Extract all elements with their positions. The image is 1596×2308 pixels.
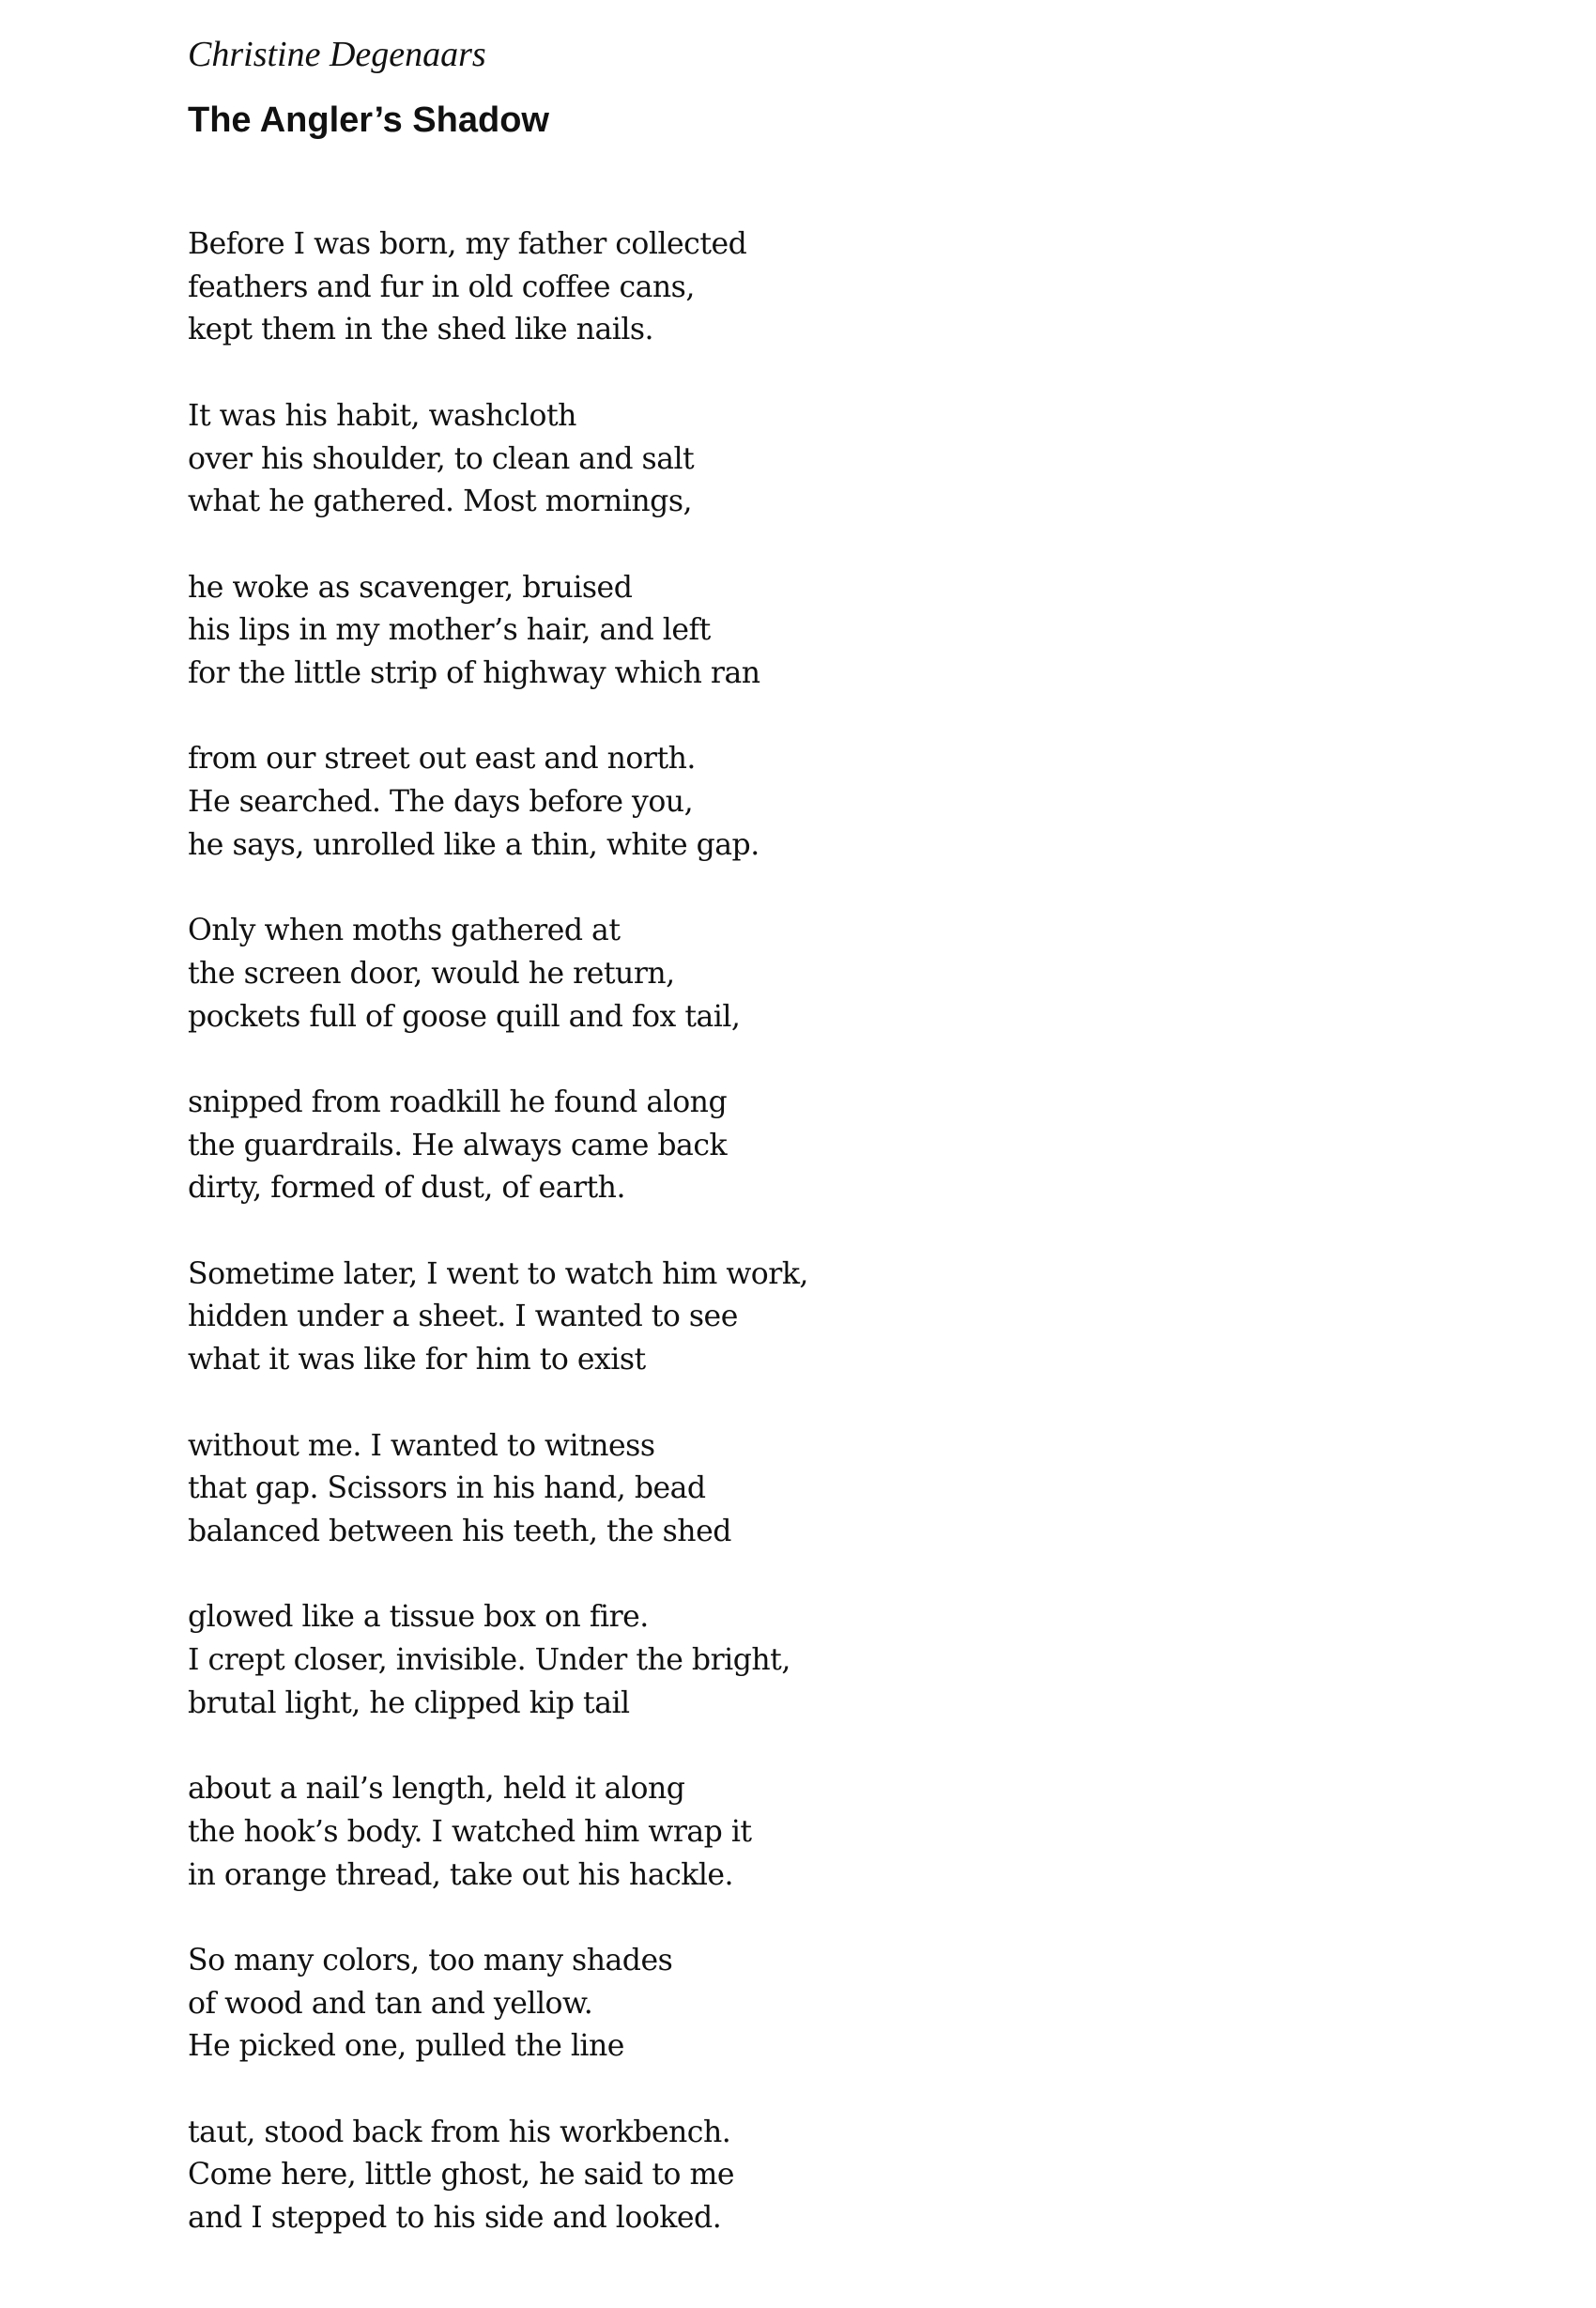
poem-line: feathers and fur in old coffee cans, (188, 269, 695, 304)
author-name: Christine Degenaars (188, 35, 486, 74)
poem-line: Come here, little ghost, he said to me (188, 2158, 734, 2193)
poem-line: He picked one, pulled the line (188, 2029, 624, 2064)
poem-line: hidden under a sheet. I wanted to see (188, 1300, 738, 1334)
stanza (188, 1768, 1408, 1897)
poem-line: what it was like for him to exist (188, 1343, 646, 1377)
stanza (188, 738, 1408, 867)
poem-line: dirty, formed of dust, of earth. (188, 1171, 625, 1206)
poem-line: balanced between his teeth, the shed (188, 1514, 731, 1548)
stanza (188, 567, 1408, 696)
poem-line: He searched. The days before you, (188, 785, 694, 820)
poem-line: kept them in the shed like nails. (188, 313, 654, 347)
poem-line: and I stepped to his side and looked. (188, 2201, 722, 2236)
poem-line: the hook’s body. I watched him wrap it (188, 1814, 752, 1849)
poem-line: the guardrails. He always came back (188, 1128, 728, 1162)
poem-line: he woke as scavenger, bruised (188, 570, 633, 605)
poem-line: So many colors, too many shades (188, 1943, 673, 1977)
poem-line: his lips in my mother’s hair, and left (188, 613, 711, 648)
stanza (188, 2112, 1408, 2240)
poem-line: of wood and tan and yellow. (188, 1986, 593, 2021)
poem-line: I crept closer, invisible. Under the bright, (188, 1643, 790, 1678)
poem-line: brutal light, he clipped kip tail (188, 1685, 630, 1720)
poem-line: glowed like a tissue box on fire. (188, 1600, 649, 1635)
poem-line: what he gathered. Most mornings, (188, 485, 693, 519)
poem-line: Sometime later, I went to watch him work, (188, 1256, 808, 1291)
poem-line: Before I was born, my father collected (188, 227, 747, 261)
stanza (188, 910, 1408, 1039)
poem-line: from our street out east and north. (188, 742, 696, 777)
stanza (188, 223, 1408, 352)
poem-body (188, 223, 1408, 2284)
poem-line: It was his habit, washcloth (188, 398, 576, 433)
poem-title: The Angler’s Shadow (188, 100, 549, 140)
poem-line: taut, stood back from his workbench. (188, 2115, 731, 2149)
stanza (188, 1425, 1408, 1554)
poem-line: about a nail’s length, held it along (188, 1772, 685, 1807)
poem-line: in orange thread, take out his hackle. (188, 1857, 734, 1892)
stanza (188, 1082, 1408, 1210)
stanza (188, 1596, 1408, 1725)
poem-line: snipped from roadkill he found along (188, 1085, 728, 1119)
poem-line: for the little strip of highway which ran (188, 656, 760, 690)
poem-line: without me. I wanted to witness (188, 1428, 655, 1463)
poem-line: he says, unrolled like a thin, white gap. (188, 827, 760, 862)
stanza (188, 1940, 1408, 2069)
poem-line: over his shoulder, to clean and salt (188, 441, 695, 476)
poem-line: that gap. Scissors in his hand, bead (188, 1471, 706, 1506)
poem-line: Only when moths gathered at (188, 914, 621, 948)
stanza (188, 395, 1408, 524)
poem-line: pockets full of goose quill and fox tail, (188, 999, 741, 1034)
stanza (188, 1254, 1408, 1382)
poem-line: the screen door, would he return, (188, 956, 675, 991)
